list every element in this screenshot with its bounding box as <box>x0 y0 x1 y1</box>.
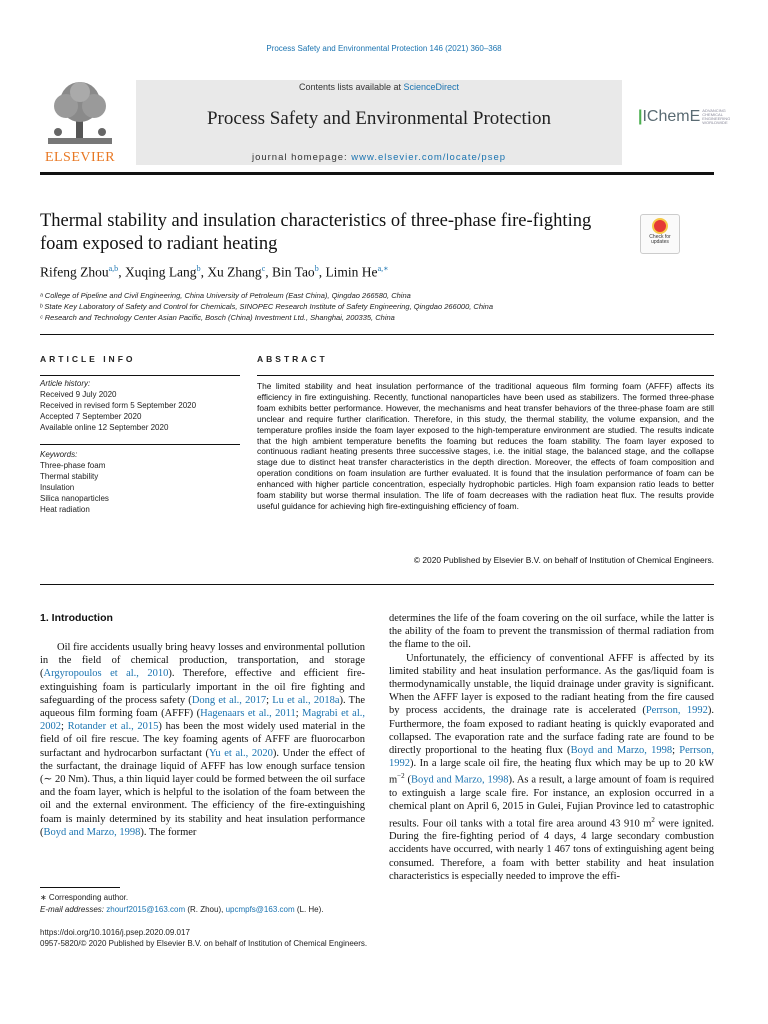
article-title: Thermal stability and insulation characteristics of three-phase fire-fighting foam exposed to radiant heating <box>40 211 592 254</box>
intro-column-left: Oil fire accidents usually bring heavy losses and environmental pollution in the field of chemical production, transportation, and storage (Argyropoulos et al., 2010). Therefore, effective and efficient fire-extinguishing foam is particularly important in the oil fire fighting and safeguarding of the process safety (Dong et al., 2017; Lu et al., 2018a). The aqueous film forming foam (AFFF) (Hagenaars et al., 2011; Magrabi et al., 2002; Rotander et al., 2015) has been the most widely used material in the field of oil fire rescue. The key foaming agents of AFFF are fluorocarbon surfactant and hydrocarbon surfactant (Yu et al., 2020). Under the effect of the surfactant, the drainage liquid of AFFF has low enough surface tension (∼ 20 Nm). Thus, a thin liquid layer could be formed between the oil surface and the foam layer, which is helpful to the isolation of the foam between the oil and the external environment. The efficiency of the fire-extinguishing foam is mainly determined by its stability and heat insulation performance (Boyd and Marzo, 1998). The former <box>40 642 366 838</box>
check-for-updates-badge[interactable]: Check for updates <box>640 214 680 254</box>
section-heading: 1. Introduction <box>40 612 113 624</box>
keyword: Silica nanoparticles <box>40 494 109 503</box>
author-name: Limin He <box>325 264 378 280</box>
contents-line: Contents lists available at ScienceDirect <box>298 82 460 92</box>
author-name: Xuqing Lang <box>124 264 197 280</box>
affiliation: ᵃ College of Pipeline and Civil Engineering, China University of Petroleum (East China), Qingdao 266580, China <box>40 291 411 300</box>
divider <box>40 334 714 335</box>
abstract-text: The limited stability and heat insulation performance of the traditional aqueous film forming foam (AFFF) affects its efficiency in fire extinguishing. Recently, functional nanoparticles have been used as stabilizers. The formed three-phase foam exhibits better performance. However, the mechanisms and heat transfer behaviors of the three-phase foam are still unclear and require further clarification. Therefore, in this study, the thermal stability, the volume expansion, and the temperature profiles inside the foam layer exposed to the high-temperature environment are studied. The results indicate that the high ambient temperature benefits the foaming but reduces the foam stability. The foam layer exposed to continuous radiant heating presents three successive stages, i.e. the initial stage, the balanced stage, and the collapse stage due to distinct heat transfer characteristics in the depth direction. Moreover, the effects of foam composition and operation conditions on foam insulation are further evaluated. It is found that the insulation performance of foam can be enhanced with higher particle concentration, especially hydrophobic particles. High foam expansion ratio leads to better foam stability but worse thermal insulation. The life of foam decreases with the radiation heat flux. The results provide useful guidance for achieving high fire-extinguishing efficiency of foam. <box>257 381 714 511</box>
abstract-heading: ABSTRACT <box>257 354 328 364</box>
divider <box>257 375 714 376</box>
article-history: Article history: Received 9 July 2020 Received in revised form 5 September 2020 Accepted 7 September 2020 Available online 12 September 2020 <box>40 379 197 432</box>
bookmark-icon <box>652 218 668 234</box>
abstract-copyright: © 2020 Published by Elsevier B.V. on behalf of Institution of Chemical Engineers. <box>413 555 714 565</box>
doi-link[interactable]: https://doi.org/10.1016/j.psep.2020.09.017 <box>40 928 190 937</box>
author-name: Rifeng Zhou <box>40 264 109 280</box>
keyword: Thermal stability <box>40 472 99 481</box>
homepage-link[interactable]: www.elsevier.com/locate/psep <box>351 152 507 163</box>
issn-line: 0957-5820/© 2020 Published by Elsevier B.V. on behalf of Institution of Chemical Engineers. <box>40 939 368 948</box>
article-info-heading: ARTICLE INFO <box>40 354 136 364</box>
footnote-rule <box>40 887 120 888</box>
email-link[interactable]: zhourf2015@163.com <box>106 905 186 914</box>
intro-column-right: determines the life of the foam covering on the oil surface, while the latter is the ability of the foam to prevent the transmission of thermal radiation from the flame to the oil. Unfortunately, the efficiency of conventional AFFF is affected by its limited stability and heat insulation performance. As the gas/liquid foam is thermodynamically unstable, the liquid drainage under gravity is significant. When the AFFF layer is exposed to the radiant heating from the fire caused by process accidents, the drainage rate is accelerated (Perrson, 1992). Furthermore, the foam exposed to radiant heating is quickly evaporated and collapsed. The evaporation rate and the surface fading rate are found to be directly proportional to the heating flux (Boyd and Marzo, 1998; Perrson, 1992). In a large scale oil fire, the heating flux which may be up to 20 kW $m^{-2}$ (Boyd and Marzo, 1998). As a result, a large amount of foam is required to extinguish a large scale fire. For instance, an explosion occurred in a chemical plant on April 6, 2015 in Gulei, Fujian Province led to catastrophic results. Four oil tanks with a total fire area around 43 910 $m^2$ were ignited. During the fire-fighting period of 4 days, 4 large secondary combustion accidents have occurred, with nearly 1 467 tons of extinguishing agent being consumed. Therefore, a foam with better stability and heat insulation characteristics is especially needed to improve the effi- <box>389 613 714 882</box>
author-name: Bin Tao <box>272 264 315 280</box>
keyword: Three-phase foam <box>40 461 106 470</box>
journal-homepage: journal homepage: www.elsevier.com/locate/psep <box>251 152 507 163</box>
affiliation: ᵇ State Key Laboratory of Safety and Control for Chemicals, SINOPEC Research Institute of Safety Engineering, Qingdao 266000, China <box>40 302 494 311</box>
author-name: Xu Zhang <box>207 264 262 280</box>
divider <box>40 584 714 585</box>
divider <box>40 444 240 445</box>
keyword: Heat radiation <box>40 505 90 514</box>
keywords: Keywords: Three-phase foam Thermal stability Insulation Silica nanoparticles Heat radiation <box>40 449 240 515</box>
elsevier-wordmark: ELSEVIER <box>44 150 116 165</box>
journal-citation[interactable]: Process Safety and Environmental Protection 146 (2021) 360–368 <box>266 44 502 53</box>
sciencedirect-link[interactable]: ScienceDirect <box>403 82 460 92</box>
header-rule <box>40 172 714 175</box>
corresponding-author-note: ∗ Corresponding author. <box>40 893 129 902</box>
journal-title: Process Safety and Environmental Protection <box>206 108 552 129</box>
affiliation: ᶜ Research and Technology Center Asian Pacific, Bosch (China) Investment Ltd., Shanghai, 200335, China <box>40 313 395 322</box>
keyword: Insulation <box>40 483 75 492</box>
icheme-logo: |IChemE ADVANCING CHEMICAL ENGINEERING WORLDWIDE <box>638 107 731 125</box>
author-list: Rifeng Zhou$^{a,b}$, Xuqing Lang$^b$, Xu Zhang$^c$, Bin Tao$^b$, Limin $He^{a,∗}$ <box>40 264 389 280</box>
email-link[interactable]: upcmpfs@163.com <box>225 905 295 914</box>
email-addresses: E-mail addresses: zhourf2015@163.com (R. Zhou), upcmpfs@163.com (L. He). <box>40 905 324 914</box>
divider <box>40 375 240 376</box>
